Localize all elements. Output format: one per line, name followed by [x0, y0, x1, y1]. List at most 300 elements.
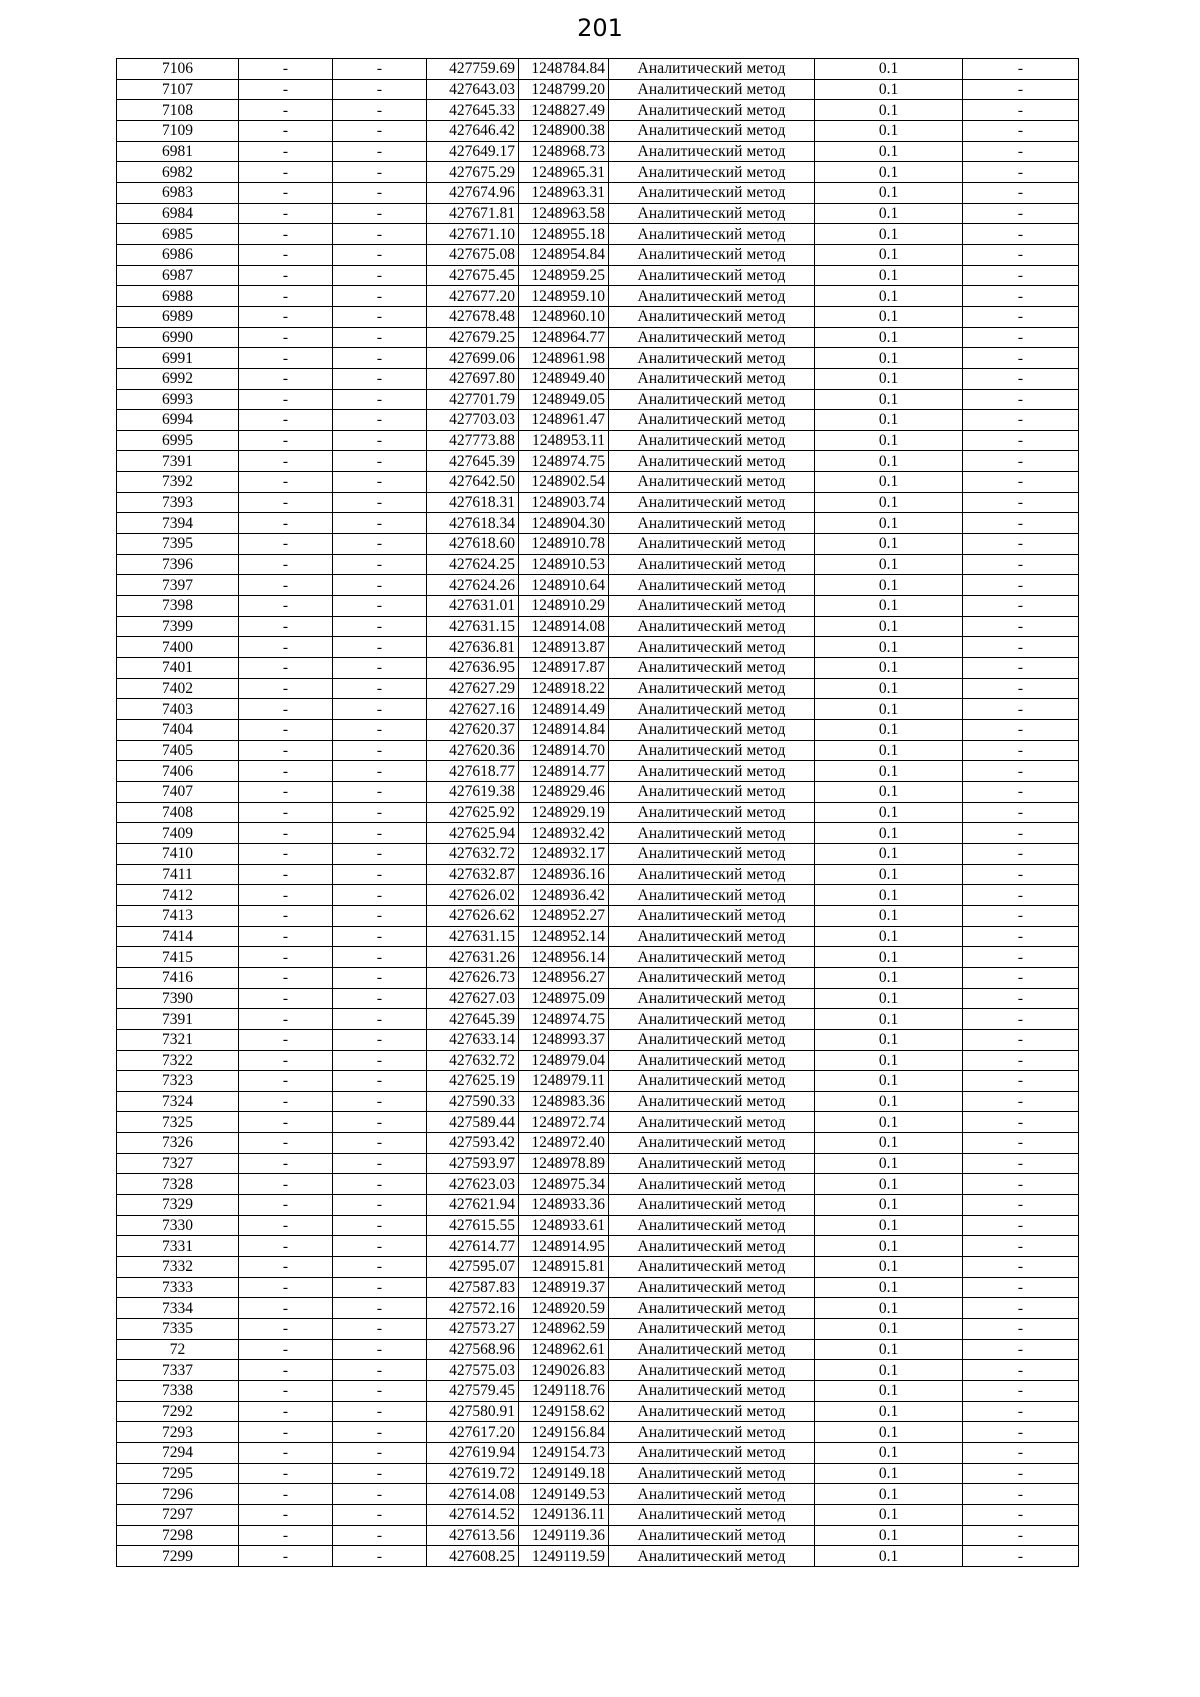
x-coordinate-cell: 427631.26 — [427, 947, 519, 968]
point-number-cell: 6981 — [117, 141, 239, 162]
method-cell: Аналитический метод — [609, 1546, 815, 1567]
point-number-cell: 7294 — [117, 1442, 239, 1463]
empty-cell-a: - — [239, 410, 333, 431]
point-number-cell: 7333 — [117, 1277, 239, 1298]
empty-cell-c: - — [963, 1091, 1079, 1112]
y-coordinate-cell: 1248919.37 — [519, 1277, 609, 1298]
method-cell: Аналитический метод — [609, 1298, 815, 1319]
x-coordinate-cell: 427613.56 — [427, 1525, 519, 1546]
y-coordinate-cell: 1248961.98 — [519, 348, 609, 369]
empty-cell-a: - — [239, 554, 333, 575]
empty-cell-a: - — [239, 79, 333, 100]
table-row — [117, 678, 1079, 699]
empty-cell-c: - — [963, 368, 1079, 389]
y-coordinate-cell: 1248910.78 — [519, 534, 609, 555]
empty-cell-b: - — [333, 1153, 427, 1174]
empty-cell-c: - — [963, 1236, 1079, 1257]
accuracy-cell: 0.1 — [815, 699, 963, 720]
point-number-cell: 7331 — [117, 1236, 239, 1257]
x-coordinate-cell: 427645.39 — [427, 1009, 519, 1030]
point-number-cell: 6982 — [117, 162, 239, 183]
table-row — [117, 327, 1079, 348]
x-coordinate-cell: 427617.20 — [427, 1422, 519, 1443]
x-coordinate-cell: 427645.39 — [427, 451, 519, 472]
x-coordinate-cell: 427593.42 — [427, 1133, 519, 1154]
y-coordinate-cell: 1248933.36 — [519, 1195, 609, 1216]
table-row — [117, 141, 1079, 162]
x-coordinate-cell: 427614.52 — [427, 1504, 519, 1525]
point-number-cell: 72 — [117, 1339, 239, 1360]
point-number-cell: 7296 — [117, 1484, 239, 1505]
empty-cell-c: - — [963, 513, 1079, 534]
empty-cell-c: - — [963, 286, 1079, 307]
empty-cell-a: - — [239, 244, 333, 265]
point-number-cell: 7413 — [117, 905, 239, 926]
method-cell: Аналитический метод — [609, 1071, 815, 1092]
empty-cell-c: - — [963, 1484, 1079, 1505]
y-coordinate-cell: 1248956.27 — [519, 967, 609, 988]
point-number-cell: 7415 — [117, 947, 239, 968]
empty-cell-a: - — [239, 1009, 333, 1030]
accuracy-cell: 0.1 — [815, 141, 963, 162]
point-number-cell: 7292 — [117, 1401, 239, 1422]
method-cell: Аналитический метод — [609, 761, 815, 782]
method-cell: Аналитический метод — [609, 781, 815, 802]
empty-cell-c: - — [963, 1071, 1079, 1092]
empty-cell-c: - — [963, 658, 1079, 679]
accuracy-cell: 0.1 — [815, 1133, 963, 1154]
empty-cell-c: - — [963, 224, 1079, 245]
x-coordinate-cell: 427589.44 — [427, 1112, 519, 1133]
empty-cell-a: - — [239, 513, 333, 534]
method-cell: Аналитический метод — [609, 1339, 815, 1360]
empty-cell-c: - — [963, 678, 1079, 699]
accuracy-cell: 0.1 — [815, 1050, 963, 1071]
x-coordinate-cell: 427703.03 — [427, 410, 519, 431]
empty-cell-c: - — [963, 306, 1079, 327]
empty-cell-a: - — [239, 637, 333, 658]
empty-cell-c: - — [963, 554, 1079, 575]
empty-cell-a: - — [239, 59, 333, 80]
point-number-cell: 7397 — [117, 575, 239, 596]
point-number-cell: 7402 — [117, 678, 239, 699]
point-number-cell: 7410 — [117, 843, 239, 864]
point-number-cell: 7393 — [117, 492, 239, 513]
empty-cell-b: - — [333, 244, 427, 265]
empty-cell-b: - — [333, 1029, 427, 1050]
point-number-cell: 7297 — [117, 1504, 239, 1525]
method-cell: Аналитический метод — [609, 534, 815, 555]
point-number-cell: 7295 — [117, 1463, 239, 1484]
empty-cell-b: - — [333, 410, 427, 431]
empty-cell-a: - — [239, 823, 333, 844]
point-number-cell: 6985 — [117, 224, 239, 245]
accuracy-cell: 0.1 — [815, 1463, 963, 1484]
method-cell: Аналитический метод — [609, 1360, 815, 1381]
y-coordinate-cell: 1248979.11 — [519, 1071, 609, 1092]
x-coordinate-cell: 427587.83 — [427, 1277, 519, 1298]
table-row — [117, 244, 1079, 265]
x-coordinate-cell: 427632.72 — [427, 1050, 519, 1071]
y-coordinate-cell: 1248972.74 — [519, 1112, 609, 1133]
method-cell: Аналитический метод — [609, 1422, 815, 1443]
empty-cell-c: - — [963, 327, 1079, 348]
y-coordinate-cell: 1249158.62 — [519, 1401, 609, 1422]
method-cell: Аналитический метод — [609, 451, 815, 472]
accuracy-cell: 0.1 — [815, 1442, 963, 1463]
point-number-cell: 7330 — [117, 1215, 239, 1236]
point-number-cell: 6986 — [117, 244, 239, 265]
x-coordinate-cell: 427649.17 — [427, 141, 519, 162]
accuracy-cell: 0.1 — [815, 802, 963, 823]
table-row — [117, 1153, 1079, 1174]
x-coordinate-cell: 427677.20 — [427, 286, 519, 307]
empty-cell-c: - — [963, 720, 1079, 741]
x-coordinate-cell: 427671.10 — [427, 224, 519, 245]
point-number-cell: 7323 — [117, 1071, 239, 1092]
point-number-cell: 6993 — [117, 389, 239, 410]
point-number-cell: 7109 — [117, 120, 239, 141]
empty-cell-c: - — [963, 1504, 1079, 1525]
x-coordinate-cell: 427631.15 — [427, 616, 519, 637]
point-number-cell: 7332 — [117, 1257, 239, 1278]
y-coordinate-cell: 1249154.73 — [519, 1442, 609, 1463]
accuracy-cell: 0.1 — [815, 1215, 963, 1236]
accuracy-cell: 0.1 — [815, 534, 963, 555]
x-coordinate-cell: 427633.14 — [427, 1029, 519, 1050]
empty-cell-c: - — [963, 843, 1079, 864]
empty-cell-a: - — [239, 740, 333, 761]
page-number: 201 — [577, 14, 623, 42]
x-coordinate-cell: 427674.96 — [427, 182, 519, 203]
empty-cell-b: - — [333, 1112, 427, 1133]
empty-cell-b: - — [333, 1381, 427, 1402]
y-coordinate-cell: 1249149.53 — [519, 1484, 609, 1505]
accuracy-cell: 0.1 — [815, 823, 963, 844]
method-cell: Аналитический метод — [609, 368, 815, 389]
table-row — [117, 1546, 1079, 1567]
table-row — [117, 1339, 1079, 1360]
y-coordinate-cell: 1248962.59 — [519, 1319, 609, 1340]
accuracy-cell: 0.1 — [815, 224, 963, 245]
empty-cell-a: - — [239, 967, 333, 988]
empty-cell-b: - — [333, 265, 427, 286]
table-row — [117, 1029, 1079, 1050]
point-number-cell: 6992 — [117, 368, 239, 389]
x-coordinate-cell: 427632.87 — [427, 864, 519, 885]
y-coordinate-cell: 1248910.64 — [519, 575, 609, 596]
point-number-cell: 7322 — [117, 1050, 239, 1071]
empty-cell-c: - — [963, 575, 1079, 596]
table-row — [117, 658, 1079, 679]
empty-cell-a: - — [239, 761, 333, 782]
empty-cell-b: - — [333, 182, 427, 203]
x-coordinate-cell: 427614.77 — [427, 1236, 519, 1257]
y-coordinate-cell: 1248918.22 — [519, 678, 609, 699]
x-coordinate-cell: 427646.42 — [427, 120, 519, 141]
empty-cell-b: - — [333, 864, 427, 885]
table-row — [117, 802, 1079, 823]
method-cell: Аналитический метод — [609, 1504, 815, 1525]
table-row — [117, 100, 1079, 121]
y-coordinate-cell: 1248956.14 — [519, 947, 609, 968]
empty-cell-b: - — [333, 740, 427, 761]
accuracy-cell: 0.1 — [815, 926, 963, 947]
table-row — [117, 1463, 1079, 1484]
accuracy-cell: 0.1 — [815, 327, 963, 348]
table-row — [117, 182, 1079, 203]
accuracy-cell: 0.1 — [815, 244, 963, 265]
empty-cell-a: - — [239, 1071, 333, 1092]
empty-cell-a: - — [239, 678, 333, 699]
point-number-cell: 7396 — [117, 554, 239, 575]
empty-cell-c: - — [963, 203, 1079, 224]
table-row — [117, 1381, 1079, 1402]
point-number-cell: 7409 — [117, 823, 239, 844]
y-coordinate-cell: 1248993.37 — [519, 1029, 609, 1050]
point-number-cell: 6984 — [117, 203, 239, 224]
empty-cell-a: - — [239, 1546, 333, 1567]
point-number-cell: 7299 — [117, 1546, 239, 1567]
empty-cell-c: - — [963, 926, 1079, 947]
point-number-cell: 7414 — [117, 926, 239, 947]
method-cell: Аналитический метод — [609, 410, 815, 431]
empty-cell-b: - — [333, 1195, 427, 1216]
empty-cell-c: - — [963, 1009, 1079, 1030]
y-coordinate-cell: 1248974.75 — [519, 451, 609, 472]
table-row — [117, 885, 1079, 906]
empty-cell-c: - — [963, 988, 1079, 1009]
point-number-cell: 7399 — [117, 616, 239, 637]
y-coordinate-cell: 1248933.61 — [519, 1215, 609, 1236]
point-number-cell: 7408 — [117, 802, 239, 823]
x-coordinate-cell: 427619.94 — [427, 1442, 519, 1463]
y-coordinate-cell: 1248963.31 — [519, 182, 609, 203]
empty-cell-b: - — [333, 1257, 427, 1278]
empty-cell-a: - — [239, 885, 333, 906]
accuracy-cell: 0.1 — [815, 988, 963, 1009]
empty-cell-c: - — [963, 781, 1079, 802]
y-coordinate-cell: 1249136.11 — [519, 1504, 609, 1525]
y-coordinate-cell: 1248917.87 — [519, 658, 609, 679]
method-cell: Аналитический метод — [609, 162, 815, 183]
empty-cell-c: - — [963, 761, 1079, 782]
accuracy-cell: 0.1 — [815, 905, 963, 926]
y-coordinate-cell: 1249119.59 — [519, 1546, 609, 1567]
method-cell: Аналитический метод — [609, 1236, 815, 1257]
accuracy-cell: 0.1 — [815, 162, 963, 183]
point-number-cell: 7335 — [117, 1319, 239, 1340]
accuracy-cell: 0.1 — [815, 637, 963, 658]
empty-cell-a: - — [239, 658, 333, 679]
accuracy-cell: 0.1 — [815, 616, 963, 637]
empty-cell-b: - — [333, 203, 427, 224]
point-number-cell: 7403 — [117, 699, 239, 720]
y-coordinate-cell: 1248961.47 — [519, 410, 609, 431]
y-coordinate-cell: 1248932.17 — [519, 843, 609, 864]
y-coordinate-cell: 1249119.36 — [519, 1525, 609, 1546]
empty-cell-a: - — [239, 1463, 333, 1484]
x-coordinate-cell: 427627.16 — [427, 699, 519, 720]
empty-cell-a: - — [239, 1360, 333, 1381]
method-cell: Аналитический метод — [609, 79, 815, 100]
accuracy-cell: 0.1 — [815, 761, 963, 782]
x-coordinate-cell: 427643.03 — [427, 79, 519, 100]
y-coordinate-cell: 1248960.10 — [519, 306, 609, 327]
table-row — [117, 368, 1079, 389]
empty-cell-a: - — [239, 1484, 333, 1505]
y-coordinate-cell: 1248914.77 — [519, 761, 609, 782]
x-coordinate-cell: 427620.37 — [427, 720, 519, 741]
empty-cell-a: - — [239, 265, 333, 286]
empty-cell-a: - — [239, 472, 333, 493]
table-row — [117, 1215, 1079, 1236]
table-row — [117, 224, 1079, 245]
table-row — [117, 348, 1079, 369]
empty-cell-b: - — [333, 1319, 427, 1340]
empty-cell-b: - — [333, 575, 427, 596]
empty-cell-c: - — [963, 1422, 1079, 1443]
method-cell: Аналитический метод — [609, 864, 815, 885]
method-cell: Аналитический метод — [609, 823, 815, 844]
empty-cell-c: - — [963, 59, 1079, 80]
method-cell: Аналитический метод — [609, 802, 815, 823]
y-coordinate-cell: 1248914.84 — [519, 720, 609, 741]
y-coordinate-cell: 1248900.38 — [519, 120, 609, 141]
point-number-cell: 7327 — [117, 1153, 239, 1174]
method-cell: Аналитический метод — [609, 1401, 815, 1422]
y-coordinate-cell: 1248983.36 — [519, 1091, 609, 1112]
point-number-cell: 6988 — [117, 286, 239, 307]
x-coordinate-cell: 427631.01 — [427, 596, 519, 617]
empty-cell-b: - — [333, 720, 427, 741]
empty-cell-b: - — [333, 843, 427, 864]
table-row — [117, 1174, 1079, 1195]
point-number-cell: 7416 — [117, 967, 239, 988]
empty-cell-a: - — [239, 1401, 333, 1422]
method-cell: Аналитический метод — [609, 658, 815, 679]
empty-cell-a: - — [239, 389, 333, 410]
method-cell: Аналитический метод — [609, 513, 815, 534]
accuracy-cell: 0.1 — [815, 1174, 963, 1195]
empty-cell-c: - — [963, 1215, 1079, 1236]
table-row — [117, 492, 1079, 513]
method-cell: Аналитический метод — [609, 1525, 815, 1546]
method-cell: Аналитический метод — [609, 348, 815, 369]
method-cell: Аналитический метод — [609, 1091, 815, 1112]
method-cell: Аналитический метод — [609, 596, 815, 617]
empty-cell-a: - — [239, 327, 333, 348]
empty-cell-c: - — [963, 430, 1079, 451]
empty-cell-a: - — [239, 120, 333, 141]
accuracy-cell: 0.1 — [815, 678, 963, 699]
accuracy-cell: 0.1 — [815, 1112, 963, 1133]
empty-cell-b: - — [333, 141, 427, 162]
y-coordinate-cell: 1248910.53 — [519, 554, 609, 575]
table-row — [117, 410, 1079, 431]
empty-cell-b: - — [333, 802, 427, 823]
empty-cell-b: - — [333, 823, 427, 844]
x-coordinate-cell: 427626.73 — [427, 967, 519, 988]
accuracy-cell: 0.1 — [815, 740, 963, 761]
empty-cell-c: - — [963, 100, 1079, 121]
method-cell: Аналитический метод — [609, 885, 815, 906]
accuracy-cell: 0.1 — [815, 203, 963, 224]
method-cell: Аналитический метод — [609, 327, 815, 348]
empty-cell-b: - — [333, 368, 427, 389]
x-coordinate-cell: 427580.91 — [427, 1401, 519, 1422]
table-row — [117, 534, 1079, 555]
y-coordinate-cell: 1248972.40 — [519, 1133, 609, 1154]
empty-cell-a: - — [239, 286, 333, 307]
empty-cell-b: - — [333, 513, 427, 534]
empty-cell-a: - — [239, 947, 333, 968]
y-coordinate-cell: 1248978.89 — [519, 1153, 609, 1174]
empty-cell-b: - — [333, 926, 427, 947]
empty-cell-b: - — [333, 1050, 427, 1071]
empty-cell-b: - — [333, 162, 427, 183]
y-coordinate-cell: 1248959.25 — [519, 265, 609, 286]
accuracy-cell: 0.1 — [815, 1009, 963, 1030]
y-coordinate-cell: 1248975.34 — [519, 1174, 609, 1195]
empty-cell-a: - — [239, 1504, 333, 1525]
table-row — [117, 1298, 1079, 1319]
accuracy-cell: 0.1 — [815, 843, 963, 864]
method-cell: Аналитический метод — [609, 616, 815, 637]
empty-cell-a: - — [239, 141, 333, 162]
empty-cell-a: - — [239, 1091, 333, 1112]
method-cell: Аналитический метод — [609, 575, 815, 596]
method-cell: Аналитический метод — [609, 492, 815, 513]
empty-cell-b: - — [333, 1298, 427, 1319]
empty-cell-a: - — [239, 1029, 333, 1050]
accuracy-cell: 0.1 — [815, 472, 963, 493]
empty-cell-b: - — [333, 781, 427, 802]
x-coordinate-cell: 427701.79 — [427, 389, 519, 410]
table-row — [117, 575, 1079, 596]
empty-cell-a: - — [239, 1442, 333, 1463]
empty-cell-a: - — [239, 720, 333, 741]
table-row — [117, 864, 1079, 885]
table-row — [117, 59, 1079, 80]
accuracy-cell: 0.1 — [815, 575, 963, 596]
empty-cell-b: - — [333, 1401, 427, 1422]
y-coordinate-cell: 1248799.20 — [519, 79, 609, 100]
table-row — [117, 286, 1079, 307]
table-row — [117, 1050, 1079, 1071]
empty-cell-a: - — [239, 1339, 333, 1360]
empty-cell-c: - — [963, 1401, 1079, 1422]
x-coordinate-cell: 427614.08 — [427, 1484, 519, 1505]
empty-cell-b: - — [333, 761, 427, 782]
accuracy-cell: 0.1 — [815, 1236, 963, 1257]
accuracy-cell: 0.1 — [815, 265, 963, 286]
table-row — [117, 740, 1079, 761]
empty-cell-a: - — [239, 162, 333, 183]
y-coordinate-cell: 1248915.81 — [519, 1257, 609, 1278]
empty-cell-b: - — [333, 967, 427, 988]
accuracy-cell: 0.1 — [815, 1153, 963, 1174]
empty-cell-a: - — [239, 988, 333, 1009]
empty-cell-c: - — [963, 389, 1079, 410]
table-row — [117, 967, 1079, 988]
accuracy-cell: 0.1 — [815, 1360, 963, 1381]
method-cell: Аналитический метод — [609, 286, 815, 307]
point-number-cell: 6989 — [117, 306, 239, 327]
y-coordinate-cell: 1249156.84 — [519, 1422, 609, 1443]
empty-cell-a: - — [239, 596, 333, 617]
accuracy-cell: 0.1 — [815, 1319, 963, 1340]
